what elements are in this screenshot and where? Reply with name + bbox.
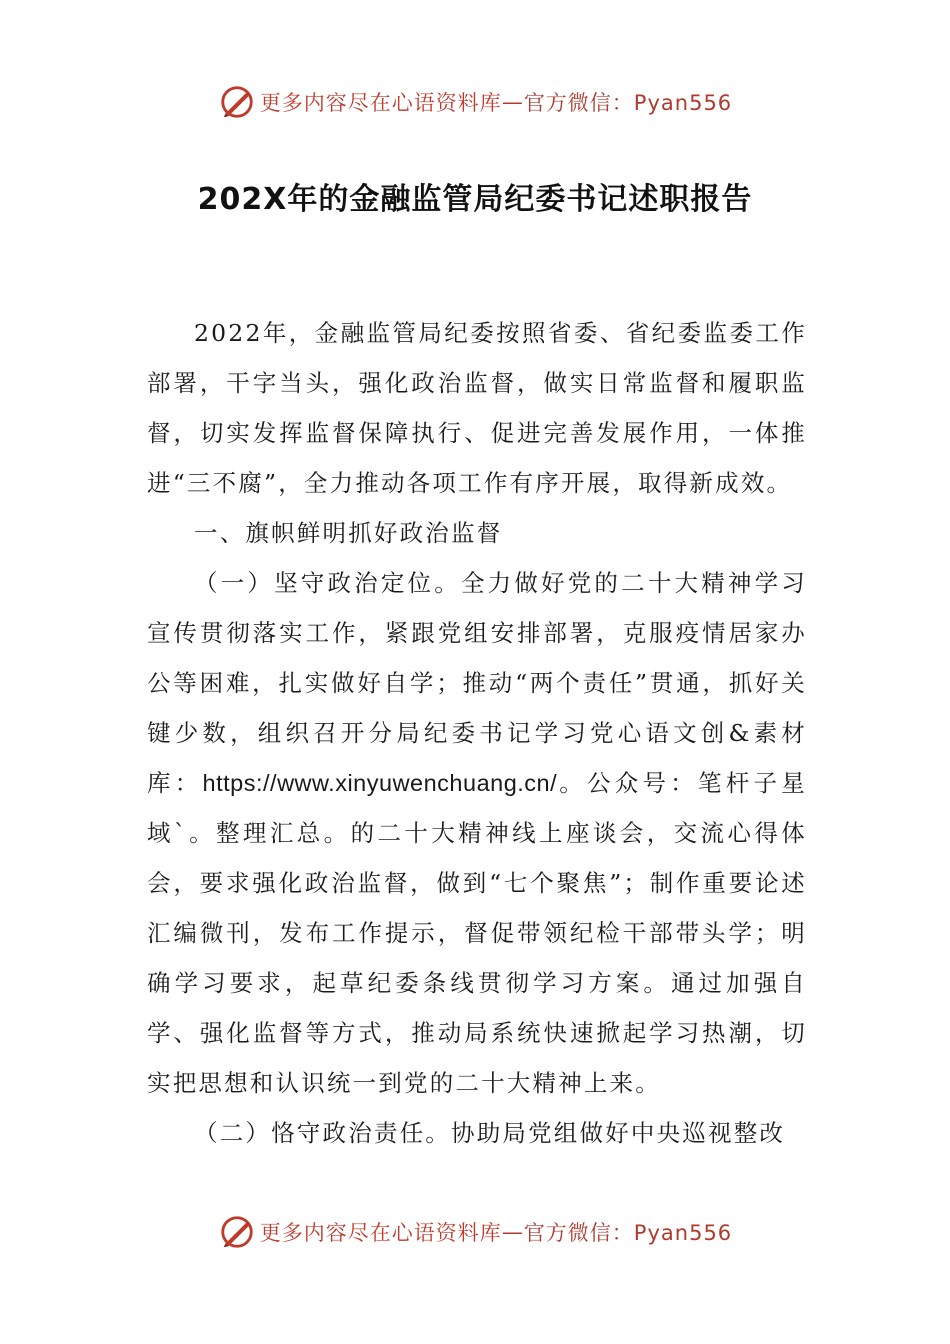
document-body (147, 308, 807, 1158)
banner-official-account: 官方微信：Pyan556 (523, 1221, 733, 1245)
pen-logo-icon (218, 1213, 256, 1251)
paragraph-political-position (147, 558, 807, 1108)
footer-watermark-banner (0, 1212, 950, 1252)
banner-separator: — (501, 90, 524, 114)
paragraph-text: （一）坚守政治定位。全力做好党的二十大精神学习宣传贯彻落实工作，紧跟党组安排部署，克服疫情居家办公等困难，扎实做好自学；推动“两个责任”贯通，抓好关键少数，组织召开分局纪委书记学习党心语文创&素材库： (147, 569, 807, 797)
banner-official-account: 官方微信：Pyan556 (523, 91, 733, 115)
section-heading-1: 一、旗帜鲜明抓好政治监督 (194, 519, 503, 547)
paragraph-text: 。公众号：笔杆子星域`。整理汇总。的二十大精神线上座谈会，交流心得体会，要求强化政治监督，做到“七个聚焦”；制作重要论述汇编微刊，发布工作提示，督促带领纪检干部带头学；明确学习要求，起草纪委条线贯彻学习方案。通过加强自学、强化监督等方式，推动局系统快速掀起学习热潮，切实把思想和认识统一到党的二十大精神上来。 (147, 769, 807, 1097)
header-watermark-banner (0, 82, 950, 122)
banner-brand-text: 更多内容尽在心语资料库 (259, 91, 502, 115)
paragraph-political-responsibility: （二）恪守政治责任。协助局党组做好中央巡视整改 (194, 1119, 786, 1147)
paragraph-intro: 2022年，金融监管局纪委按照省委、省纪委监委工作部署，干字当头，强化政治监督，做实日常监督和履职监督，切实发挥监督保障执行、促进完善发展作用，一体推进“三不腐”，全力推动各项工作有序开展，取得新成效。 (147, 319, 807, 497)
document-title: 202X年的金融监管局纪委书记述职报告 (197, 182, 753, 217)
website-link[interactable]: https://www.xinyuwenchuang.cn/ (202, 770, 558, 796)
banner-separator: — (501, 1220, 524, 1244)
banner-brand-text: 更多内容尽在心语资料库 (259, 1221, 502, 1245)
pen-logo-icon (218, 83, 256, 121)
